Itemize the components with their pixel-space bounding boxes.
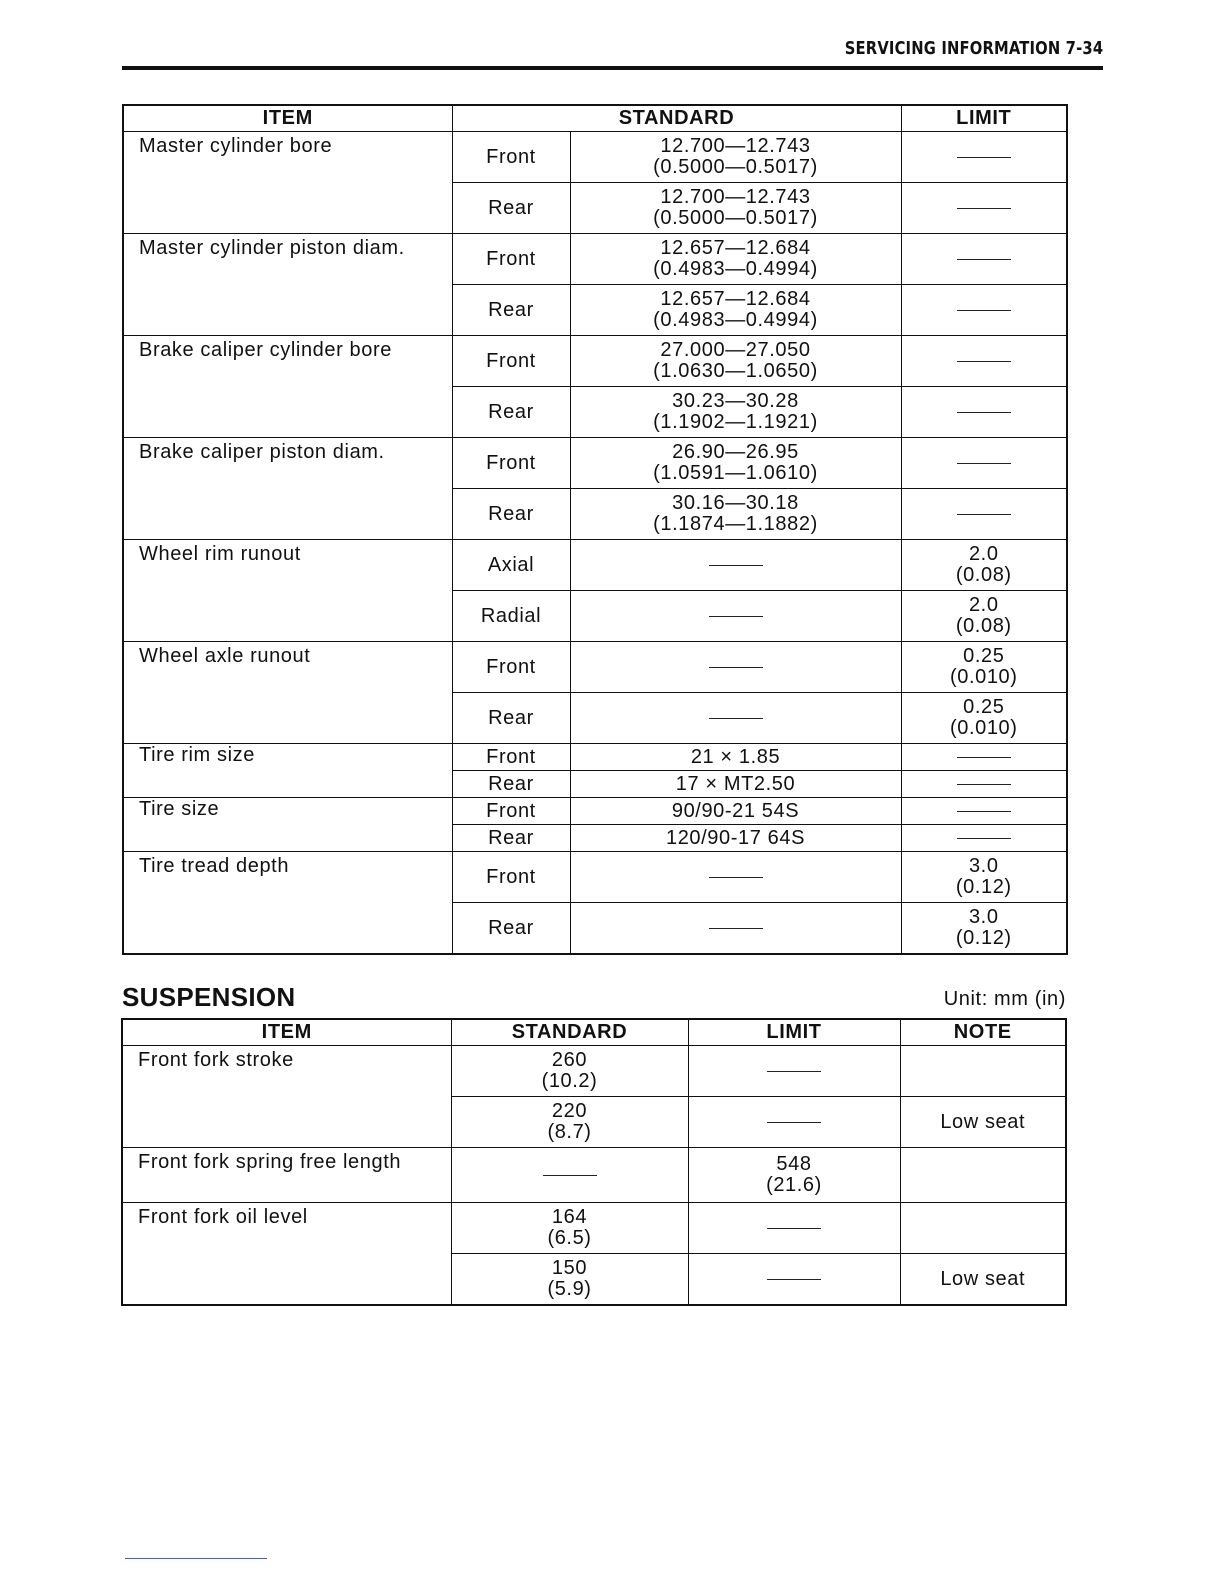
standard-value: [570, 591, 901, 642]
limit-value-line: (0.12): [955, 876, 1012, 898]
standard-value: [570, 771, 901, 798]
limit-value: [901, 642, 1067, 693]
limit-value: [901, 591, 1067, 642]
column-header-limit: LIMIT: [901, 105, 1067, 132]
limit-value: [901, 798, 1067, 825]
suspension-spec-table: [121, 1018, 1067, 1306]
limit-value-line: 0.25: [963, 645, 1005, 667]
position-label: Front: [452, 336, 570, 387]
position-label: Rear: [452, 825, 570, 852]
item-label: Wheel rim runout: [123, 540, 452, 642]
limit-value-line: 0.25: [963, 696, 1005, 718]
standard-value: [451, 1148, 688, 1203]
position-label: Front: [452, 642, 570, 693]
position-label: Front: [452, 438, 570, 489]
standard-value: [570, 489, 901, 540]
limit-value: [688, 1148, 900, 1203]
note-value: Low seat: [900, 1097, 1066, 1148]
standard-value: [570, 744, 901, 771]
standard-value-line: 120/90-17 64S: [665, 826, 806, 849]
position-label: Rear: [452, 285, 570, 336]
section-title: SUSPENSION: [122, 982, 296, 1012]
position-label: Front: [452, 744, 570, 771]
table-row: [123, 744, 1067, 771]
brakes-spec-table: [122, 104, 1068, 955]
standard-value-line: (6.5): [547, 1227, 592, 1249]
dash-mark: [767, 1279, 821, 1280]
standard-value-line: 260: [551, 1049, 588, 1071]
dash-mark: [957, 463, 1011, 464]
standard-value: [451, 1203, 688, 1254]
table-row: [123, 642, 1067, 693]
item-label: Brake caliper piston diam.: [123, 438, 452, 540]
table-row: [123, 336, 1067, 387]
standard-value: [570, 642, 901, 693]
dash-mark: [767, 1122, 821, 1123]
standard-value-line: 17 × MT2.50: [675, 772, 796, 795]
standard-value-line: 30.16—30.18: [672, 492, 799, 514]
standard-value-line: (0.5000—0.5017): [653, 207, 818, 229]
dash-mark: [709, 616, 763, 617]
limit-value-line: (0.08): [955, 615, 1012, 637]
dash-mark: [957, 784, 1011, 785]
limit-value-line: (21.6): [766, 1174, 822, 1196]
unit-label: Unit: mm (in): [943, 988, 1066, 1010]
standard-value-line: (1.1902—1.1921): [653, 411, 818, 433]
table-row: [122, 1148, 1066, 1203]
standard-value: [570, 132, 901, 183]
table-row: [122, 1046, 1066, 1097]
standard-value: [570, 825, 901, 852]
limit-value: [901, 285, 1067, 336]
standard-value-line: (0.4983—0.4994): [653, 309, 818, 331]
position-label: Front: [452, 798, 570, 825]
dash-mark: [957, 412, 1011, 413]
limit-value-line: 3.0: [968, 906, 999, 928]
standard-value-line: 12.700—12.743: [660, 186, 811, 208]
column-header-item: ITEM: [123, 105, 452, 132]
limit-value: [901, 234, 1067, 285]
limit-value: [901, 387, 1067, 438]
page-header: [122, 38, 1103, 70]
position-label: Rear: [452, 183, 570, 234]
standard-value-line: 26.90—26.95: [672, 441, 799, 463]
dash-mark: [767, 1228, 821, 1229]
limit-value-line: 2.0: [968, 543, 999, 565]
standard-value: [570, 285, 901, 336]
position-label: Axial: [452, 540, 570, 591]
standard-value-line: (8.7): [547, 1121, 592, 1143]
standard-value-line: 12.700—12.743: [660, 135, 811, 157]
standard-value: [451, 1046, 688, 1097]
dash-mark: [709, 877, 763, 878]
limit-value: [688, 1254, 900, 1306]
standard-value: [451, 1254, 688, 1306]
dash-mark: [709, 928, 763, 929]
table-row: [123, 438, 1067, 489]
column-header-standard: STANDARD: [451, 1019, 688, 1046]
limit-value: [688, 1203, 900, 1254]
position-label: Rear: [452, 387, 570, 438]
standard-value-line: (0.5000—0.5017): [653, 156, 818, 178]
item-label: Front fork spring free length: [122, 1148, 451, 1203]
limit-value: [901, 540, 1067, 591]
limit-value: [688, 1046, 900, 1097]
standard-value-line: 150: [551, 1257, 588, 1279]
limit-value-line: (0.010): [949, 717, 1018, 739]
position-label: Front: [452, 234, 570, 285]
standard-value-line: 12.657—12.684: [660, 237, 811, 259]
standard-value: [570, 336, 901, 387]
standard-value-line: (1.0591—1.0610): [653, 462, 818, 484]
position-label: Front: [452, 852, 570, 903]
position-label: Rear: [452, 771, 570, 798]
standard-value-line: 12.657—12.684: [660, 288, 811, 310]
column-header-item: ITEM: [122, 1019, 451, 1046]
limit-value: [901, 744, 1067, 771]
note-value: [900, 1203, 1066, 1254]
limit-value: [901, 825, 1067, 852]
dash-mark: [957, 811, 1011, 812]
item-label: Front fork stroke: [122, 1046, 451, 1148]
position-label: Rear: [452, 489, 570, 540]
table-row: [123, 798, 1067, 825]
standard-value-line: (1.0630—1.0650): [653, 360, 818, 382]
table-row: [123, 234, 1067, 285]
suspension-table-body: [122, 1046, 1066, 1306]
brakes-table-body: [123, 132, 1067, 955]
note-value: Low seat: [900, 1254, 1066, 1306]
dash-mark: [957, 838, 1011, 839]
position-label: Radial: [452, 591, 570, 642]
standard-value: [570, 693, 901, 744]
limit-value: [901, 489, 1067, 540]
dash-mark: [543, 1175, 597, 1176]
standard-value: [570, 798, 901, 825]
dash-mark: [709, 565, 763, 566]
table-row: [123, 540, 1067, 591]
dash-mark: [957, 208, 1011, 209]
dash-mark: [957, 259, 1011, 260]
limit-value: [688, 1097, 900, 1148]
table-row: [123, 132, 1067, 183]
dash-mark: [957, 310, 1011, 311]
standard-value-line: 164: [551, 1206, 588, 1228]
item-label: Tire size: [123, 798, 452, 852]
standard-value: [570, 183, 901, 234]
limit-value-line: (0.010): [949, 666, 1018, 688]
limit-value: [901, 903, 1067, 955]
standard-value-line: (5.9): [547, 1278, 592, 1300]
footer-divider: [125, 1558, 267, 1559]
item-label: Master cylinder bore: [123, 132, 452, 234]
standard-value-line: (0.4983—0.4994): [653, 258, 818, 280]
dash-mark: [957, 361, 1011, 362]
page-header-title: SERVICING INFORMATION 7-34: [844, 38, 1103, 59]
limit-value-line: 548: [776, 1153, 812, 1175]
standard-value: [451, 1097, 688, 1148]
column-header-note: NOTE: [900, 1019, 1066, 1046]
limit-value-line: (0.08): [955, 564, 1012, 586]
limit-value-line: 2.0: [968, 594, 999, 616]
standard-value-line: 90/90-21 54S: [671, 799, 800, 822]
item-label: Tire tread depth: [123, 852, 452, 955]
standard-value: [570, 387, 901, 438]
position-label: Rear: [452, 903, 570, 955]
dash-mark: [767, 1071, 821, 1072]
limit-value: [901, 852, 1067, 903]
standard-value-line: 220: [551, 1100, 588, 1122]
note-value: [900, 1046, 1066, 1097]
dash-mark: [709, 667, 763, 668]
standard-value-line: (10.2): [541, 1070, 598, 1092]
limit-value: [901, 693, 1067, 744]
item-label: Tire rim size: [123, 744, 452, 798]
dash-mark: [957, 514, 1011, 515]
position-label: Rear: [452, 693, 570, 744]
limit-value-line: (0.12): [955, 927, 1012, 949]
column-header-limit: LIMIT: [688, 1019, 900, 1046]
limit-value: [901, 771, 1067, 798]
standard-value: [570, 234, 901, 285]
note-value: [900, 1148, 1066, 1203]
limit-value-line: 3.0: [968, 855, 999, 877]
standard-value: [570, 903, 901, 955]
standard-value: [570, 540, 901, 591]
limit-value: [901, 336, 1067, 387]
position-label: Front: [452, 132, 570, 183]
dash-mark: [957, 157, 1011, 158]
dash-mark: [709, 718, 763, 719]
table-row: [122, 1203, 1066, 1254]
dash-mark: [957, 757, 1011, 758]
standard-value: [570, 852, 901, 903]
limit-value: [901, 132, 1067, 183]
standard-value-line: 27.000—27.050: [660, 339, 811, 361]
standard-value-line: 21 × 1.85: [690, 745, 781, 768]
limit-value: [901, 438, 1067, 489]
item-label: Brake caliper cylinder bore: [123, 336, 452, 438]
standard-value: [570, 438, 901, 489]
table-row: [123, 852, 1067, 903]
item-label: Wheel axle runout: [123, 642, 452, 744]
column-header-standard: STANDARD: [452, 105, 901, 132]
limit-value: [901, 183, 1067, 234]
item-label: Master cylinder piston diam.: [123, 234, 452, 336]
standard-value-line: 30.23—30.28: [672, 390, 799, 412]
item-label: Front fork oil level: [122, 1203, 451, 1306]
standard-value-line: (1.1874—1.1882): [653, 513, 818, 535]
